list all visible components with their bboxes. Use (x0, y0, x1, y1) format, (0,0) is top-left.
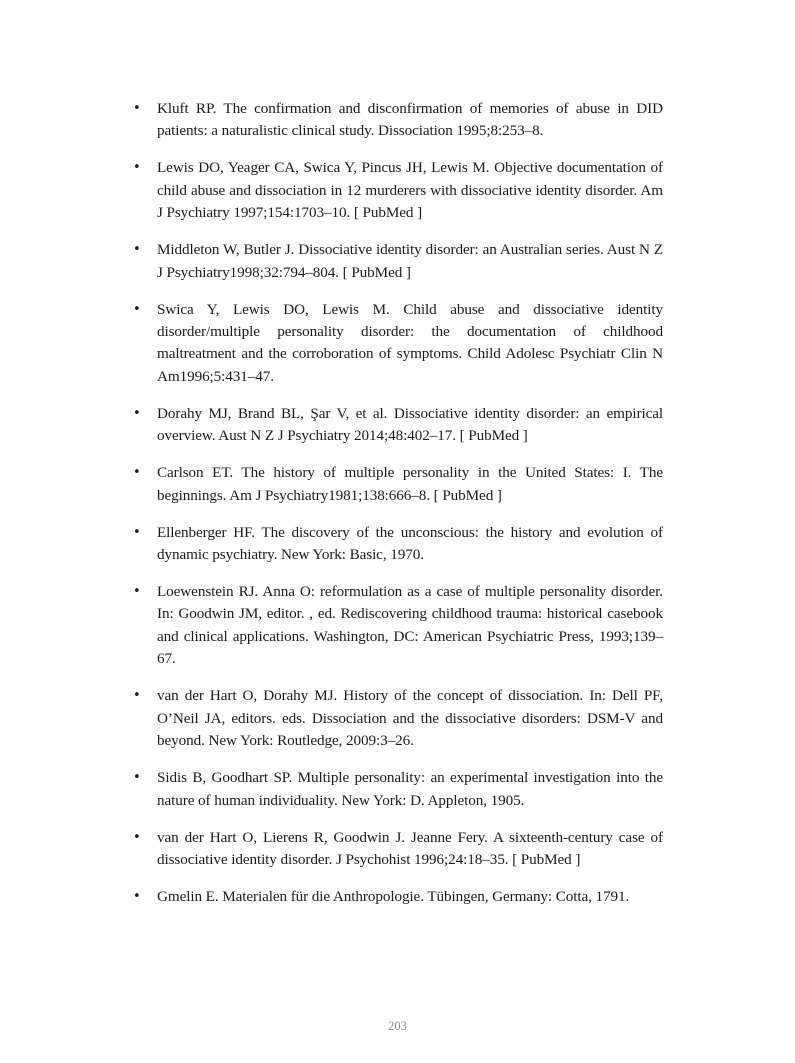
bullet-icon: • (133, 829, 141, 845)
bullet-icon: • (133, 160, 141, 176)
reference-text: Dorahy MJ, Brand BL, Şar V, et al. Dissociative identity disorder: an empirical overview. Aust N Z J Psychiatry 2014;48:402–17. [ PubMed ] (157, 404, 663, 445)
reference-item (133, 581, 663, 671)
reference-text: Middleton W, Butler J. Dissociative identity disorder: an Australian series. Aust N Z J Psychiatry1998;32:794–804. [ PubMed ] (157, 241, 663, 281)
reference-item (133, 239, 663, 284)
bullet-icon: • (133, 888, 141, 904)
reference-text: Kluft RP. The confirmation and disconfirmation of memories of abuse in DID patients: a naturalistic clinical study. Dissociation 1995;8:253–8. (157, 100, 663, 140)
reference-item (133, 157, 663, 224)
bullet-icon: • (133, 242, 141, 258)
bullet-icon: • (133, 688, 141, 704)
reference-item (133, 98, 663, 143)
reference-item (133, 827, 663, 872)
reference-item (133, 767, 663, 812)
reference-text: Gmelin E. Materialen für die Anthropologie. Tübingen, Germany: Cotta, 1791. (157, 887, 630, 905)
reference-text: van der Hart O, Lierens R, Goodwin J. Jeanne Fery. A sixteenth-century case of dissociative identity disorder. J Psychohist 1996;24:18–35. [ PubMed ] (157, 828, 663, 868)
bullet-icon: • (133, 301, 141, 317)
reference-item (133, 886, 663, 908)
bullet-icon: • (133, 524, 141, 540)
reference-text: van der Hart O, Dorahy MJ. History of the concept of dissociation. In: Dell PF, O’Neil JA, editors. eds. Dissociation and the dissociative disorders: DSM-V and beyond. New York: Routledge, 2009:3–26. (157, 687, 663, 750)
reference-list (133, 98, 663, 923)
bullet-icon: • (133, 465, 141, 481)
reference-item (133, 299, 663, 389)
bullet-icon: • (133, 770, 141, 786)
reference-text: Swica Y, Lewis DO, Lewis M. Child abuse and dissociative identity disorder/multiple personality disorder: the documentation of childhood maltreatment and the corroboration of symptoms. Child Adolesc Psychiatr Clin N Am1996;5:431–47. (157, 300, 663, 385)
reference-text: Lewis DO, Yeager CA, Swica Y, Pincus JH, Lewis M. Objective documentation of child abuse and dissociation in 12 murderers with dissociative identity disorder. Am J Psychiatry 1997;154:1703–10. [ PubMed ] (157, 159, 663, 222)
bullet-icon: • (133, 101, 141, 116)
page-number: 203 (388, 1019, 407, 1033)
reference-text: Sidis B, Goodhart SP. Multiple personality: an experimental investigation into the nature of human individuality. New York: D. Appleton, 1905. (157, 769, 663, 809)
reference-text: Carlson ET. The history of multiple personality in the United States: I. The beginnings. Am J Psychiatry1981;138:666–8. [ PubMed ] (157, 464, 663, 504)
reference-item (133, 462, 663, 507)
bullet-icon: • (133, 584, 141, 600)
reference-text: Loewenstein RJ. Anna O: reformulation as a case of multiple personality disorder. In: Goodwin JM, editor. , ed. Rediscovering childhood trauma: historical casebook and clinical applications. Washington, DC: American Psychiatric Press, 1993;139–67. (157, 583, 663, 668)
bullet-icon: • (133, 405, 141, 421)
reference-item (133, 403, 663, 448)
reference-text: Ellenberger HF. The discovery of the unconscious: the history and evolution of dynamic psychiatry. New York: Basic, 1970. (157, 523, 663, 564)
reference-item (133, 522, 663, 567)
reference-item (133, 685, 663, 752)
